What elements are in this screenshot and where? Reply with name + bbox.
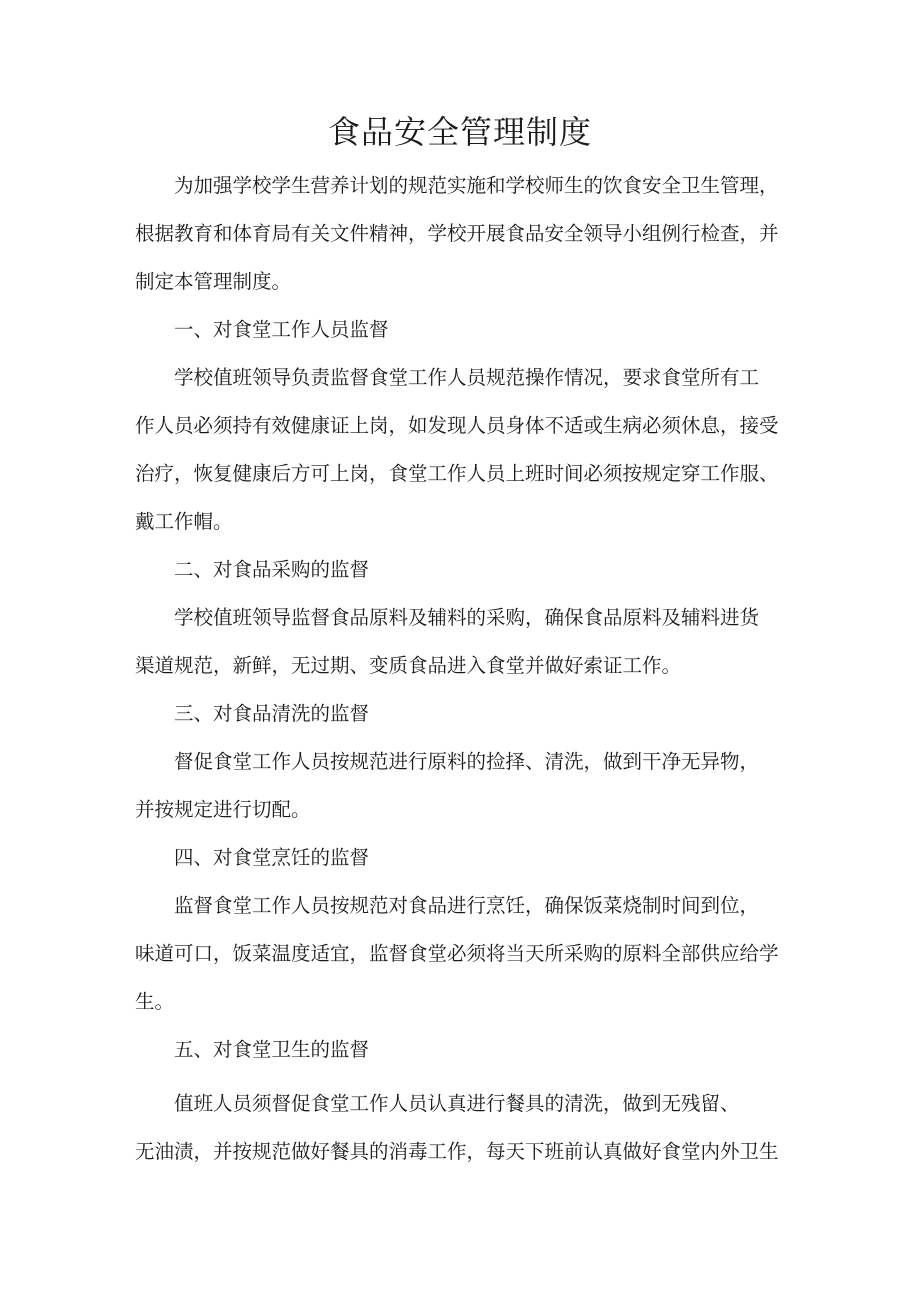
section-heading: 一、对食堂工作人员监督: [174, 318, 389, 341]
section-body-4: [135, 882, 795, 1026]
paragraph-line: 监督食堂工作人员按规范对食品进行烹饪，确保饭菜烧制时间到位，: [174, 894, 760, 917]
section-heading: 三、对食品清洗的监督: [174, 702, 370, 725]
section-heading: 二、对食品采购的监督: [174, 558, 370, 581]
paragraph-line: 并按规定进行切配。: [135, 798, 311, 821]
section-heading: 五、对食堂卫生的监督: [174, 1038, 370, 1061]
intro-paragraph: [135, 162, 795, 306]
section-heading-2: [135, 546, 795, 594]
section-body-2: [135, 594, 795, 690]
section-body-1: [135, 354, 795, 546]
paragraph-line: 治疗，恢复健康后方可上岗，食堂工作人员上班时间必须按规定穿工作服、: [135, 462, 779, 485]
section-heading: 四、对食堂烹饪的监督: [174, 846, 370, 869]
paragraph-line: 学校值班领导负责监督食堂工作人员规范操作情况，要求食堂所有工: [174, 366, 760, 389]
paragraph-line: 无油渍，并按规范做好餐具的消毒工作，每天下班前认真做好食堂内外卫生: [135, 1140, 779, 1163]
paragraph-line: 学校值班领导监督食品原料及辅料的采购，确保食品原料及辅料进货: [174, 606, 760, 629]
paragraph-line: 戴工作帽。: [135, 510, 233, 533]
paragraph-line: 味道可口，饭菜温度适宜，监督食堂必须将当天所采购的原料全部供应给学: [135, 942, 779, 965]
section-body-5: [135, 1080, 795, 1176]
paragraph-line: 作人员必须持有效健康证上岗，如发现人员身体不适或生病必须休息，接受: [135, 414, 779, 437]
paragraph-line: 制定本管理制度。: [135, 270, 292, 293]
paragraph-line: 值班人员须督促食堂工作人员认真进行餐具的清洗，做到无残留、: [174, 1092, 740, 1115]
document-title: 食品安全管理制度: [327, 113, 592, 151]
section-heading-4: [135, 834, 795, 882]
section-heading-3: [135, 690, 795, 738]
section-heading-1: [135, 306, 795, 354]
paragraph-line: 根据教育和体育局有关文件精神，学校开展食品安全领导小组例行检查，并: [135, 222, 779, 245]
section-body-3: [135, 738, 795, 834]
paragraph-line: 生。: [135, 990, 175, 1013]
paragraph-line: 督促食堂工作人员按规范进行原料的捡择、清洗，做到干净无异物，: [174, 750, 760, 773]
paragraph-line: 渠道规范，新鲜，无过期、变质食品进入食堂并做好索证工作。: [135, 654, 682, 677]
section-heading-5: [135, 1026, 795, 1074]
paragraph-line: 为加强学校学生营养计划的规范实施和学校师生的饮食安全卫生管理，: [174, 174, 779, 197]
